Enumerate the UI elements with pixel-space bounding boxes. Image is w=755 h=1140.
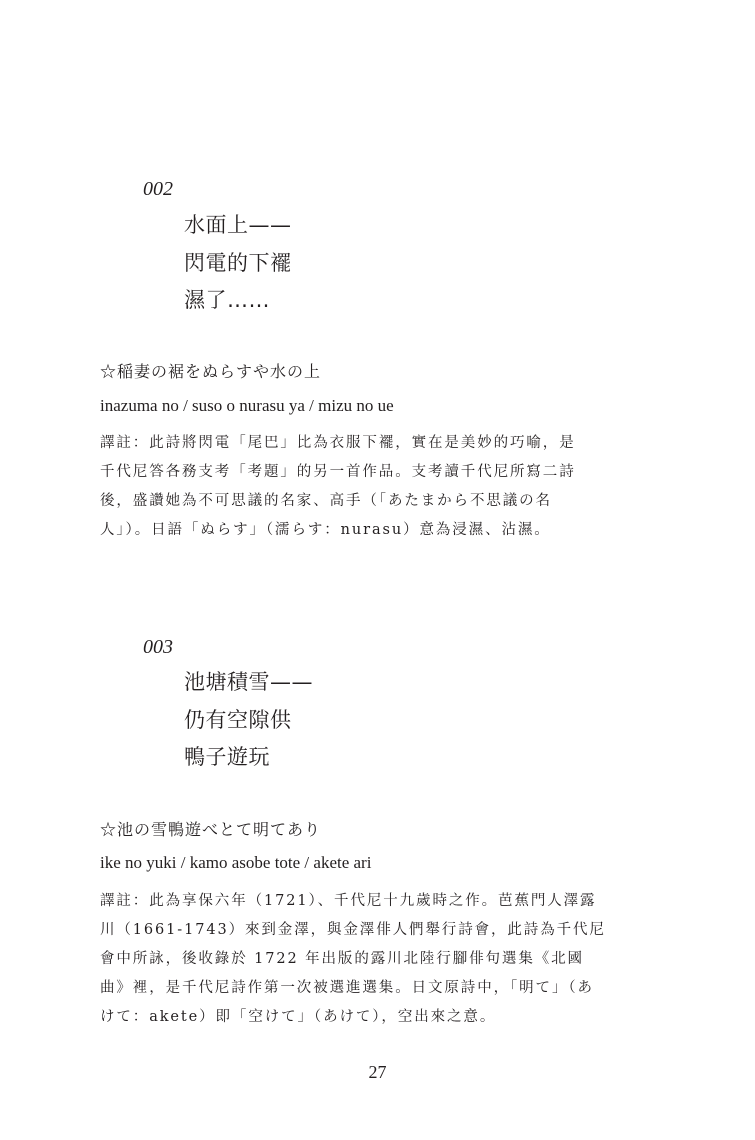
poem-translation bbox=[184, 207, 292, 320]
translator-note bbox=[100, 429, 660, 545]
translator-note bbox=[100, 887, 660, 1032]
note-line: 譯註：此詩將閃電「尾巴」比為衣服下襬，實在是美妙的巧喻，是 bbox=[100, 435, 576, 451]
poem-line: 鴨子遊玩 bbox=[184, 745, 270, 769]
note-line: 曲》裡，是千代尼詩作第一次被選進選集。日文原詩中，「明て」（あ bbox=[100, 980, 594, 996]
note-line: 會中所詠，後收錄於 1722 年出版的露川北陸行腳俳句選集《北國 bbox=[100, 951, 584, 967]
poem-translation bbox=[184, 664, 313, 777]
poem-line: 水面上—— bbox=[184, 213, 292, 237]
japanese-original: ☆稲妻の裾をぬらすや水の上 bbox=[100, 362, 322, 381]
poem-line: 池塘積雪—— bbox=[184, 670, 313, 694]
note-line: 人」）。日語「ぬらす」（濡らす：nurasu）意為浸濕、沾濕。 bbox=[100, 522, 551, 538]
page-number: 27 bbox=[368, 1062, 387, 1082]
entry-number: 002 bbox=[143, 178, 173, 200]
note-line: 千代尼答各務支考「考題」的另一首作品。支考讀千代尼所寫二詩 bbox=[100, 464, 576, 480]
poem-line: 閃電的下襬 bbox=[184, 250, 292, 275]
poem-line: 仍有空隙供 bbox=[184, 707, 292, 732]
note-line: 後，盛讚她為不可思議的名家、高手（「あたまから不思議の名 bbox=[100, 493, 552, 509]
japanese-original: ☆池の雪鴨遊べとて明てあり bbox=[100, 820, 322, 839]
note-line: けて：akete）即「空けて」（あけて），空出來之意。 bbox=[100, 1009, 497, 1025]
entry-number: 003 bbox=[143, 636, 173, 658]
romaji-reading: ike no yuki / kamo asobe tote / akete ari bbox=[100, 853, 372, 872]
romaji-reading: inazuma no / suso o nurasu ya / mizu no ue bbox=[100, 396, 394, 415]
poem-line: 濕了…… bbox=[184, 288, 270, 312]
note-line: 川（1661-1743）來到金澤，與金澤俳人們舉行詩會，此詩為千代尼 bbox=[100, 922, 606, 938]
note-line: 譯註：此為享保六年（1721）、千代尼十九歲時之作。芭蕉門人澤露 bbox=[100, 893, 597, 909]
